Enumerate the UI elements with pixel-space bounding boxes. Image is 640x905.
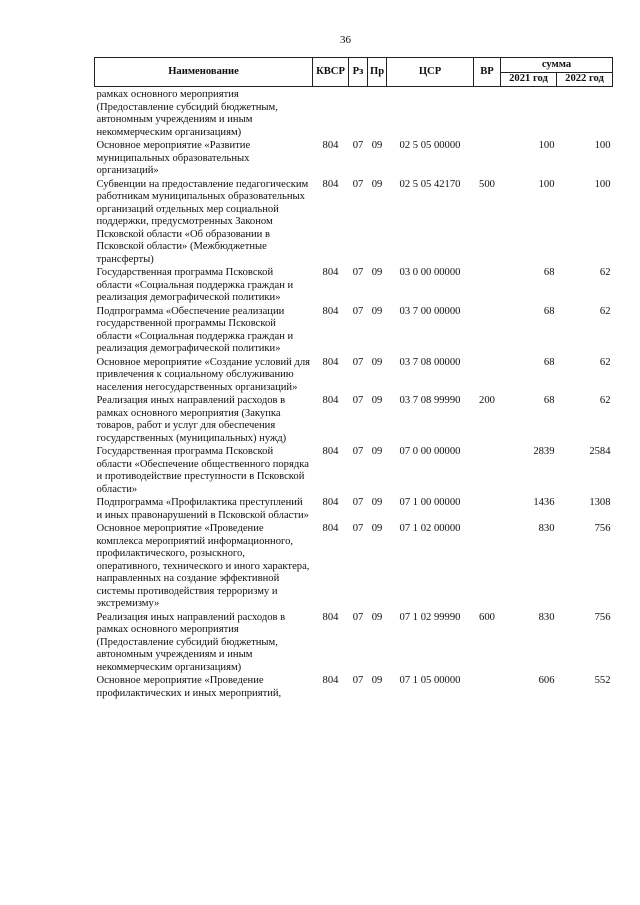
cell-rz: 07	[352, 523, 364, 534]
cell-pr: 09	[371, 267, 383, 278]
cell-vr	[474, 497, 501, 523]
cell-vr	[474, 675, 501, 701]
cell-name: Государственная программа Псковской области «Социальная поддержка граждан и реализация демографической политики»	[96, 267, 294, 303]
budget-table	[94, 57, 613, 701]
table-row	[95, 497, 613, 523]
header-kvsr: КВСР	[313, 58, 349, 87]
cell-pr: 09	[371, 305, 383, 317]
cell-kvsr: 804	[322, 395, 339, 406]
cell-name: Субвенции на предоставление педагогическим работникам муниципальных образовательных организаций отдельных мер социальной поддержки, предусмотренных Законом Псковской области «Об образовании в Псковской области» (Межбюджетные трансферты)	[96, 178, 309, 265]
cell-2022: 552	[594, 675, 611, 686]
cell-2022: 100	[594, 140, 611, 151]
cell-rz: 07	[352, 178, 364, 190]
cell-csr	[387, 87, 474, 141]
cell-csr: 07 0 00 00000	[399, 446, 461, 457]
table-row	[95, 446, 613, 497]
cell-csr: 03 7 08 99990	[399, 395, 461, 406]
cell-kvsr	[313, 87, 349, 141]
cell-2021: 830	[538, 523, 555, 534]
cell-csr: 07 1 00 00000	[399, 497, 461, 508]
cell-kvsr: 804	[322, 305, 339, 317]
cell-rz: 07	[352, 305, 364, 317]
cell-2022: 2584	[589, 446, 611, 457]
cell-pr: 09	[371, 178, 383, 190]
cell-rz: 07	[352, 267, 364, 278]
cell-csr: 03 0 00 00000	[399, 267, 461, 278]
cell-csr: 02 5 05 00000	[399, 140, 461, 151]
cell-vr	[474, 523, 501, 612]
cell-rz: 07	[352, 497, 364, 508]
cell-kvsr: 804	[322, 497, 339, 508]
cell-pr: 09	[371, 356, 383, 368]
cell-vr: 500	[479, 178, 495, 190]
table-header	[95, 58, 613, 87]
cell-rz	[349, 87, 368, 141]
table-body	[95, 87, 613, 702]
cell-name: Государственная программа Псковской области «Обеспечение общественного порядка и противодействие преступности в Псковской области»	[96, 446, 309, 495]
cell-name: Подпрограмма «Обеспечение реализации государственной программы Псковской области «Социальная поддержка граждан и реализация демографической политики»	[96, 305, 294, 354]
page-number: 36	[340, 34, 351, 46]
cell-rz: 07	[352, 395, 364, 406]
cell-csr: 03 7 08 00000	[399, 356, 461, 368]
cell-rz: 07	[352, 675, 364, 686]
table-row	[95, 357, 613, 396]
cell-2022: 756	[594, 611, 611, 623]
cell-name: Основное мероприятие «Проведение профилактических и иных мероприятий,	[96, 675, 282, 699]
header-vr: ВР	[474, 58, 501, 87]
cell-2022: 62	[599, 395, 611, 406]
cell-csr: 07 1 02 00000	[399, 523, 461, 534]
header-name: Наименование	[95, 58, 313, 87]
table-row	[95, 87, 613, 141]
header-pr: Пр	[368, 58, 387, 87]
header-year-2021: 2021 год	[501, 72, 557, 87]
cell-2022: 1308	[589, 497, 611, 508]
header-sum: сумма	[501, 58, 613, 73]
header-year-2022: 2022 год	[557, 72, 613, 87]
cell-name: Основное мероприятие «Создание условий для привлечения к социальному обслуживанию населения негосударственных организаций»	[96, 356, 310, 393]
cell-2021: 68	[543, 356, 555, 368]
cell-vr	[474, 446, 501, 497]
cell-2021: 606	[538, 675, 555, 686]
cell-2021: 100	[538, 178, 555, 190]
cell-kvsr: 804	[322, 356, 339, 368]
table-row	[95, 395, 613, 446]
cell-2022: 100	[594, 178, 611, 190]
cell-vr: 600	[479, 611, 495, 623]
cell-csr: 07 1 05 00000	[399, 675, 461, 686]
cell-csr: 03 7 00 00000	[399, 305, 461, 317]
header-csr: ЦСР	[387, 58, 474, 87]
table-row	[95, 267, 613, 306]
table-row	[95, 612, 613, 676]
table-row	[95, 179, 613, 268]
cell-2022: 756	[594, 523, 611, 534]
cell-name: Подпрограмма «Профилактика преступлений и иных правонарушений в Псковской области»	[96, 497, 309, 521]
cell-kvsr: 804	[322, 140, 339, 151]
cell-2022	[557, 87, 613, 141]
cell-name: Реализация иных направлений расходов в рамках основного мероприятия (Предоставление субсидий бюджетным, автономным учреждениям и иным некоммерческим организациям)	[96, 611, 286, 673]
cell-kvsr: 804	[322, 178, 339, 190]
header-rz: Рз	[349, 58, 368, 87]
cell-csr: 07 1 02 99990	[399, 611, 461, 623]
cell-rz: 07	[352, 611, 364, 623]
cell-vr	[474, 267, 501, 306]
cell-name: Реализация иных направлений расходов в рамках основного мероприятия (Закупка товаров, работ и услуг для обеспечения государственных (муниципальных) нужд)	[96, 395, 287, 444]
cell-vr	[474, 87, 501, 141]
cell-name: рамках основного мероприятия (Предоставление субсидий бюджетным, автономным учреждениям и иным некоммерческим организациям)	[96, 89, 278, 138]
cell-vr	[474, 357, 501, 396]
cell-name: Основное мероприятие «Развитие муниципальных образовательных организаций»	[96, 140, 251, 176]
cell-csr: 02 5 05 42170	[399, 178, 461, 190]
cell-pr: 09	[371, 395, 383, 406]
cell-pr: 09	[371, 523, 383, 534]
cell-2022: 62	[599, 356, 611, 368]
table-row	[95, 140, 613, 179]
cell-kvsr: 804	[322, 267, 339, 278]
table-row	[95, 523, 613, 612]
cell-pr: 09	[371, 675, 383, 686]
cell-2021	[501, 87, 557, 141]
table-row	[95, 675, 613, 701]
cell-pr: 09	[371, 611, 383, 623]
cell-rz: 07	[352, 446, 364, 457]
cell-pr: 09	[371, 497, 383, 508]
cell-pr	[368, 87, 387, 141]
cell-2021: 2839	[533, 446, 555, 457]
cell-2021: 1436	[533, 497, 555, 508]
cell-2022: 62	[599, 267, 611, 278]
table-row	[95, 306, 613, 357]
cell-2021: 68	[543, 267, 555, 278]
cell-vr	[474, 140, 501, 179]
cell-kvsr: 804	[322, 523, 339, 534]
cell-2021: 68	[543, 305, 555, 317]
cell-pr: 09	[371, 140, 383, 151]
cell-2021: 100	[538, 140, 555, 151]
cell-2021: 68	[543, 395, 555, 406]
cell-rz: 07	[352, 140, 364, 151]
cell-kvsr: 804	[322, 675, 339, 686]
cell-kvsr: 804	[322, 446, 339, 457]
cell-pr: 09	[371, 446, 383, 457]
cell-2022: 62	[599, 305, 611, 317]
cell-2021: 830	[538, 611, 555, 623]
cell-rz: 07	[352, 356, 364, 368]
cell-vr: 200	[479, 395, 495, 406]
cell-kvsr: 804	[322, 611, 339, 623]
cell-vr	[474, 306, 501, 357]
cell-name: Основное мероприятие «Проведение комплекса мероприятий информационного, профилактического, розыскного, оперативного, технического и иного характера, направленных на создание эффективной системы противодействия терроризму и экстремизму»	[96, 523, 310, 609]
